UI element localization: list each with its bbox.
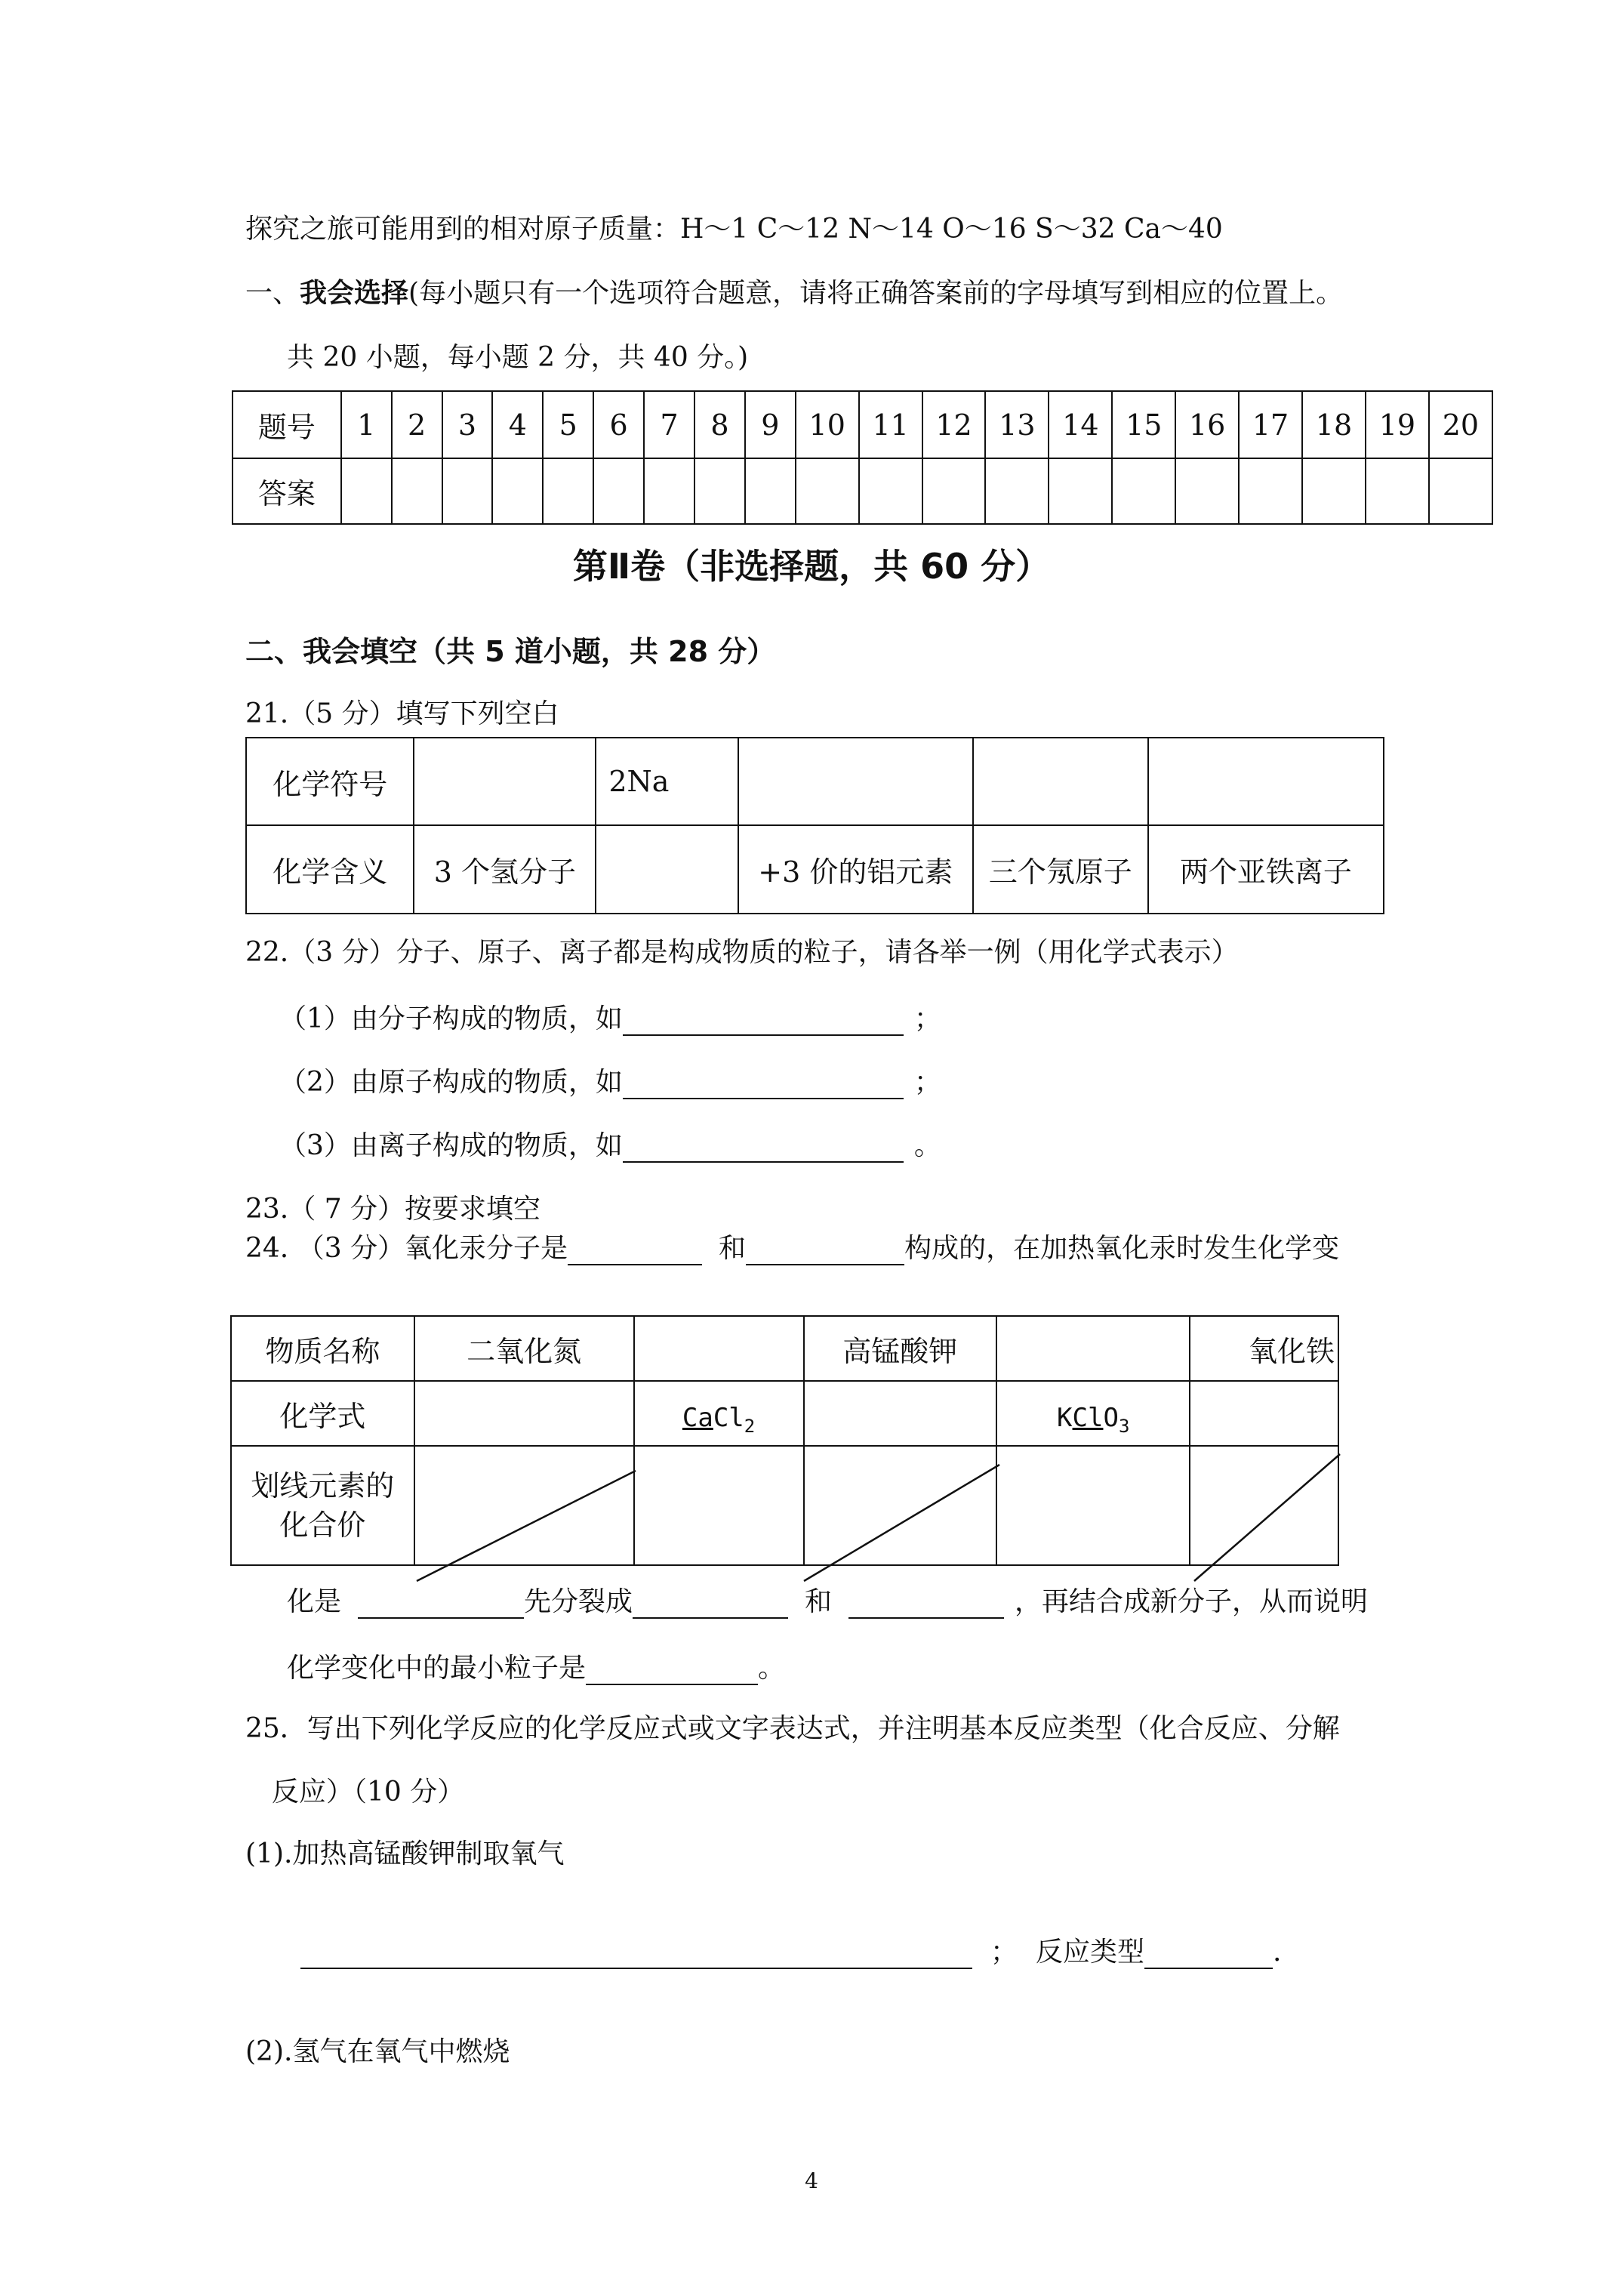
q21-meaning-cell: 3 个氢分子 [414, 825, 596, 914]
q23-valence-label-line1: 划线元素的 [251, 1469, 395, 1502]
q21-meaning-cell: 两个亚铁离子 [1148, 825, 1384, 914]
q23-blank-cell[interactable] [804, 1446, 996, 1565]
q22-item-1 [279, 1003, 941, 1036]
q25-separator: ； [990, 1937, 1018, 1968]
question-number-cell: 18 [1302, 391, 1366, 458]
q21-blank-cell[interactable] [973, 738, 1148, 825]
q24-line2 [287, 1586, 1368, 1619]
q24-line3-text-b: 。 [758, 1653, 786, 1684]
question-number-cell: 11 [859, 391, 922, 458]
q22-answer-blank[interactable] [623, 1133, 904, 1163]
q25-item2: (2).氢气在氧气中燃烧 [245, 2036, 510, 2067]
answer-table-answer-label: 答案 [233, 458, 341, 524]
q22-item-end: ； [913, 1067, 941, 1098]
answer-cell[interactable] [492, 458, 543, 524]
q24-blank-2[interactable] [746, 1235, 904, 1265]
q24-line2-text-b: 先分裂成 [524, 1586, 633, 1617]
formula-subscript: 3 [1118, 1415, 1130, 1437]
q21-symbol-row [246, 738, 1384, 825]
q23-name-cell: 二氧化氮 [414, 1316, 634, 1381]
q22-item-2 [279, 1066, 941, 1099]
q24-blank-1[interactable] [568, 1235, 702, 1265]
q24-blank-3[interactable] [358, 1589, 524, 1619]
underlined-element: Cl [1072, 1402, 1104, 1433]
q24-line3-text-a: 化学变化中的最小粒子是 [287, 1653, 587, 1684]
q25-item1: (1).加热高锰酸钾制取氧气 [245, 1838, 565, 1869]
answer-cell[interactable] [1302, 458, 1366, 524]
q25-type-blank[interactable] [1144, 1939, 1273, 1969]
q23-blank-cell[interactable] [996, 1446, 1190, 1565]
answer-cell[interactable] [1429, 458, 1492, 524]
section1-heading [245, 276, 1343, 310]
q23-blank-cell[interactable] [414, 1381, 634, 1446]
formula-part: Cl [713, 1402, 744, 1433]
q23-blank-cell[interactable] [414, 1446, 634, 1565]
answer-cell[interactable] [1239, 458, 1302, 524]
answer-cell[interactable] [593, 458, 644, 524]
q21-meaning-label: 化学含义 [246, 825, 414, 914]
q24-blank-6[interactable] [586, 1655, 758, 1685]
q22-item-label: （3）由离子构成的物质，如 [279, 1130, 623, 1161]
q25-end-dot: . [1273, 1937, 1282, 1968]
answer-cell[interactable] [1112, 458, 1175, 524]
question-number-cell: 10 [796, 391, 859, 458]
answer-cell[interactable] [644, 458, 694, 524]
q24-line1 [245, 1232, 1339, 1265]
q24-line2-text-d: ，再结合成新分子，从而说明 [1015, 1586, 1369, 1617]
question-number-cell: 16 [1175, 391, 1239, 458]
q24-line1-text-c: 构成的，在加热氧化汞时发生化学变 [904, 1233, 1340, 1264]
section1-bold-title: 我会选择 [300, 277, 409, 309]
q21-blank-cell[interactable] [738, 738, 973, 825]
q23-valence-label [231, 1446, 414, 1565]
q25-item1-answer-line [300, 1936, 1281, 1969]
q25-type-label: 反应类型 [1036, 1937, 1145, 1968]
q24-line2-text-a: 化是 [287, 1586, 342, 1617]
question-number-cell: 8 [694, 391, 745, 458]
q23-valence-label-line2: 化合价 [279, 1509, 366, 1542]
answer-cell[interactable] [392, 458, 442, 524]
q23-blank-cell[interactable] [1190, 1446, 1338, 1565]
section2-heading: 二、我会填空（共 5 道小题，共 28 分） [245, 635, 776, 668]
question-number-cell: 19 [1366, 391, 1429, 458]
q23-blank-cell[interactable] [804, 1381, 996, 1446]
q25-title-line2: 反应）（10 分） [272, 1777, 465, 1808]
q21-blank-cell[interactable] [1148, 738, 1384, 825]
q23-formula-kclo3 [996, 1381, 1190, 1446]
q21-symbol-2na: 2Na [596, 738, 738, 825]
question-number-cell: 17 [1239, 391, 1302, 458]
question-number-cell: 13 [985, 391, 1049, 458]
q22-title: 22.（3 分）分子、原子、离子都是构成物质的粒子，请各举一例（用化学式表示） [245, 937, 1239, 968]
atomic-masses-line: 探究之旅可能用到的相对原子质量：H～1 C～12 N～14 O～16 S～32 Ca～40 [245, 214, 1223, 245]
q24-line2-text-c: 和 [805, 1586, 833, 1617]
formula-part: K [1057, 1402, 1073, 1433]
q23-name-cell: 氧化铁 [1190, 1316, 1338, 1381]
section1-prefix: 一、 [245, 278, 300, 309]
q22-item-end: 。 [913, 1130, 941, 1161]
page-number: 4 [805, 2168, 818, 2193]
question-number-cell: 12 [922, 391, 986, 458]
q21-table [245, 737, 1384, 914]
q23-blank-cell[interactable] [634, 1446, 804, 1565]
q23-formula-row [231, 1381, 1338, 1446]
q23-blank-cell[interactable] [634, 1316, 804, 1381]
question-number-cell: 2 [392, 391, 442, 458]
answer-table-answer-row [233, 458, 1492, 524]
q23-formula-label: 化学式 [231, 1381, 414, 1446]
q23-title: 23.（ 7 分）按要求填空 [245, 1194, 541, 1225]
answer-table-number-row [233, 391, 1492, 458]
answer-cell[interactable] [985, 458, 1049, 524]
q23-name-row [231, 1316, 1338, 1381]
formula-subscript: 2 [744, 1415, 756, 1437]
q22-answer-blank[interactable] [623, 1069, 904, 1099]
q21-symbol-label: 化学符号 [246, 738, 414, 825]
q21-blank-cell[interactable] [596, 825, 738, 914]
question-number-cell: 15 [1112, 391, 1175, 458]
q22-item-3 [279, 1130, 941, 1163]
answer-cell[interactable] [694, 458, 745, 524]
answer-cell[interactable] [745, 458, 796, 524]
part2-title: 第Ⅱ卷（非选择题，共 60 分） [572, 546, 1051, 587]
answer-cell[interactable] [1175, 458, 1239, 524]
q22-answer-blank[interactable] [623, 1006, 904, 1036]
q24-blank-4[interactable] [633, 1589, 788, 1619]
q23-name-cell: 高锰酸钾 [804, 1316, 996, 1381]
q21-meaning-cell: 三个氖原子 [973, 825, 1148, 914]
q23-blank-cell[interactable] [996, 1316, 1190, 1381]
question-number-cell: 4 [492, 391, 543, 458]
q21-meaning-cell: +3 价的铝元素 [738, 825, 973, 914]
answer-cell[interactable] [341, 458, 392, 524]
answer-cell[interactable] [796, 458, 859, 524]
q25-equation-blank[interactable] [300, 1939, 972, 1969]
q24-blank-5[interactable] [848, 1589, 1004, 1619]
q22-item-end: ； [913, 1003, 941, 1034]
answer-cell[interactable] [442, 458, 493, 524]
question-number-cell: 6 [593, 391, 644, 458]
question-number-cell: 3 [442, 391, 493, 458]
q23-formula-cacl2 [634, 1381, 804, 1446]
section1-heading-line2: 共 20 小题，每小题 2 分，共 40 分。) [287, 342, 749, 373]
q23-valence-row [231, 1446, 1338, 1565]
answer-cell[interactable] [859, 458, 922, 524]
q21-meaning-row [246, 825, 1384, 914]
q21-blank-cell[interactable] [414, 738, 596, 825]
answer-table [232, 390, 1493, 525]
answer-cell[interactable] [1049, 458, 1112, 524]
question-number-cell: 1 [341, 391, 392, 458]
answer-cell[interactable] [1366, 458, 1429, 524]
question-number-cell: 5 [543, 391, 593, 458]
answer-table-number-label: 题号 [233, 391, 341, 458]
q22-item-label: （1）由分子构成的物质，如 [279, 1003, 623, 1034]
q24-line3 [287, 1652, 785, 1685]
answer-cell[interactable] [543, 458, 593, 524]
q21-title: 21.（5 分）填写下列空白 [245, 698, 559, 729]
q23-blank-cell[interactable] [1190, 1381, 1338, 1446]
q23-name-label: 物质名称 [231, 1316, 414, 1381]
question-number-cell: 9 [745, 391, 796, 458]
section1-rest: (每小题只有一个选项符合题意，请将正确答案前的字母填写到相应的位置上。 [408, 278, 1344, 309]
question-number-cell: 7 [644, 391, 694, 458]
q22-item-label: （2）由原子构成的物质，如 [279, 1067, 623, 1098]
question-number-cell: 14 [1049, 391, 1112, 458]
question-number-cell: 20 [1429, 391, 1492, 458]
q23-table [230, 1315, 1339, 1566]
q24-line1-text-a: 24. （3 分）氧化汞分子是 [245, 1233, 568, 1264]
q25-title-line1: 25．写出下列化学反应的化学反应式或文字表达式，并注明基本反应类型（化合反应、分解 [245, 1713, 1340, 1744]
answer-cell[interactable] [922, 458, 986, 524]
underlined-element: Ca [682, 1402, 713, 1433]
q24-line1-text-b: 和 [719, 1233, 747, 1264]
formula-part: O [1103, 1402, 1119, 1433]
